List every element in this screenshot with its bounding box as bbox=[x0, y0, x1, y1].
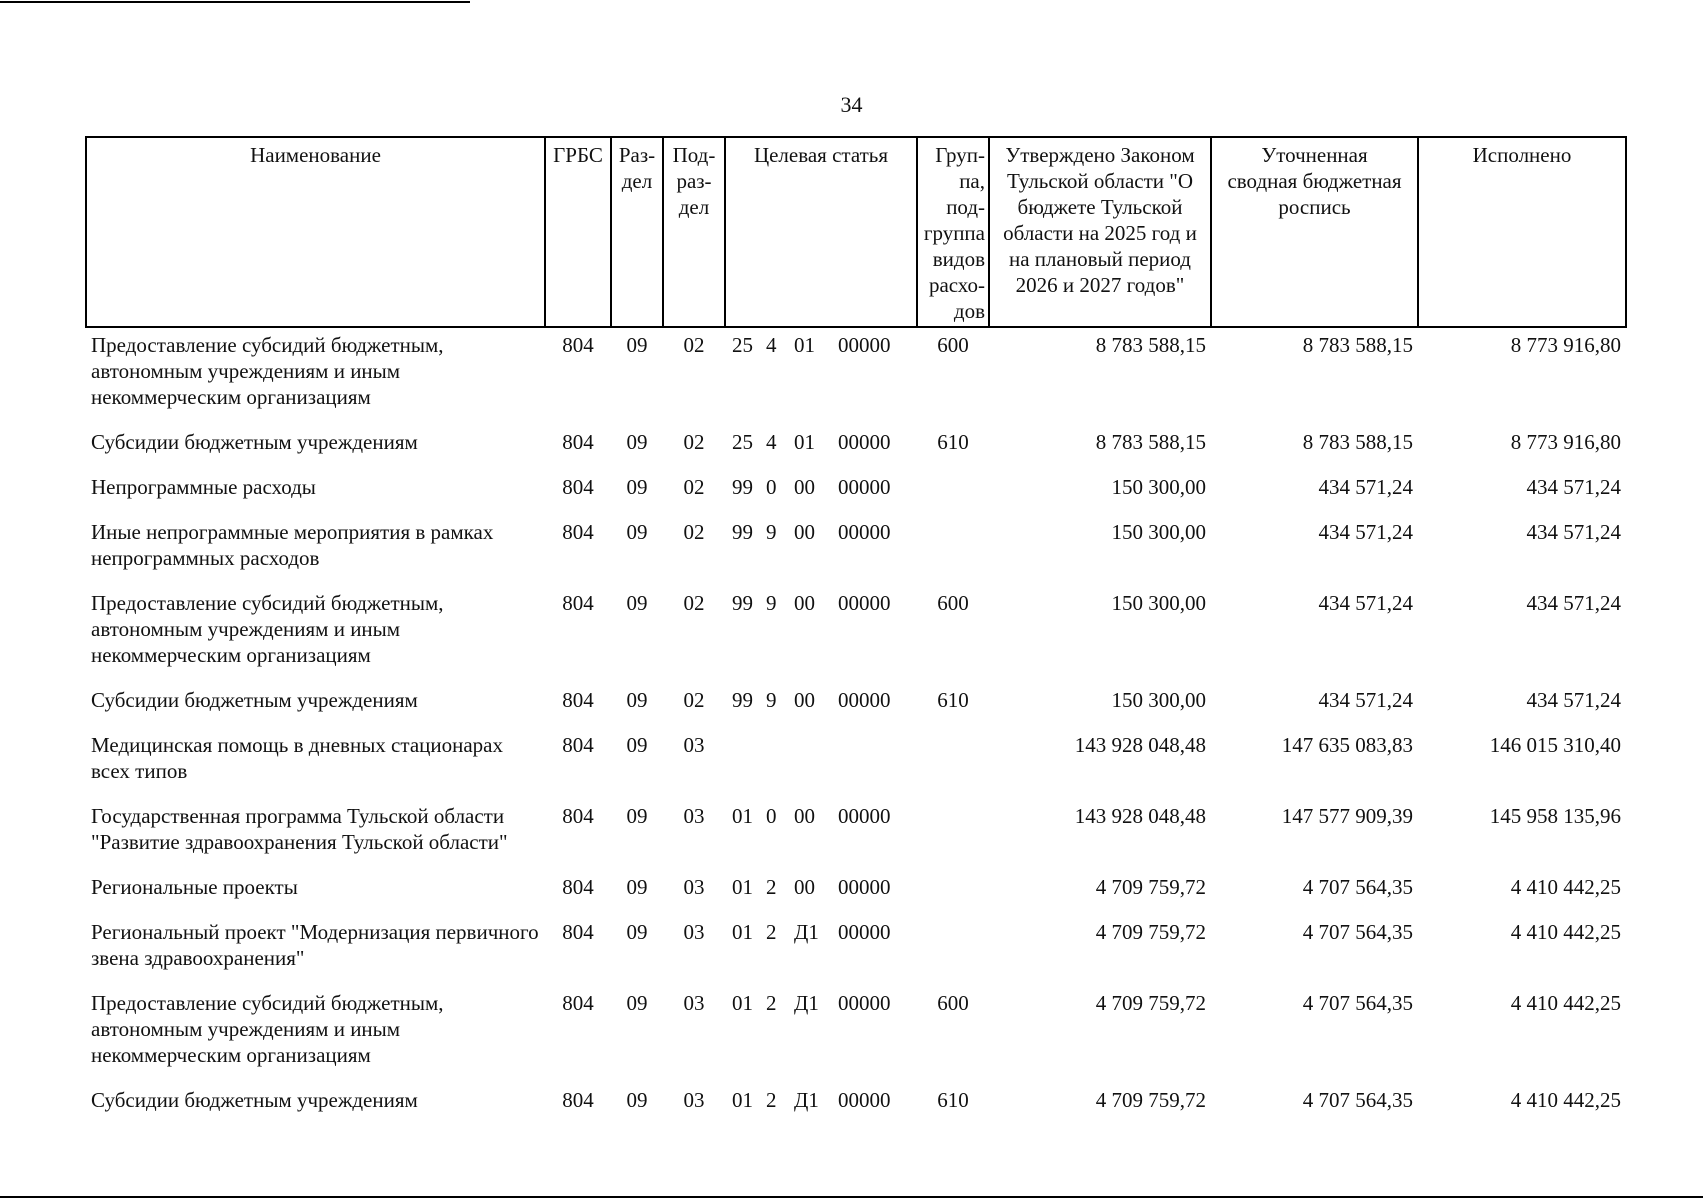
table-row bbox=[86, 516, 1626, 587]
target-segment-4: 00000 bbox=[838, 920, 891, 944]
row-executed: 146 015 310,40 bbox=[1489, 733, 1621, 757]
target-segment-2: 2 bbox=[766, 1088, 777, 1112]
target-segment-2: 2 bbox=[766, 991, 777, 1015]
row-approved: 4 709 759,72 bbox=[1095, 991, 1206, 1015]
target-segment-3: 00 bbox=[794, 591, 815, 615]
top-rule bbox=[0, 1, 470, 3]
row-target-article bbox=[725, 729, 917, 800]
target-segment-3: 00 bbox=[794, 520, 815, 544]
table-body bbox=[86, 327, 1626, 1129]
header-grbs: ГРБС bbox=[545, 137, 611, 327]
row-executed: 4 410 442,25 bbox=[1510, 920, 1621, 944]
row-approved: 150 300,00 bbox=[1111, 520, 1206, 544]
row-group: 610 bbox=[937, 688, 969, 712]
row-executed: 145 958 135,96 bbox=[1489, 804, 1621, 828]
row-target-article bbox=[725, 587, 917, 684]
target-segment-4: 00000 bbox=[838, 688, 891, 712]
row-refined: 4 707 564,35 bbox=[1302, 991, 1413, 1015]
target-segment-2: 0 bbox=[766, 475, 777, 499]
row-executed: 4 410 442,25 bbox=[1510, 991, 1621, 1015]
target-segment-1: 01 bbox=[732, 1088, 753, 1112]
table-row bbox=[86, 729, 1626, 800]
row-razdel: 09 bbox=[626, 430, 648, 454]
table-row bbox=[86, 871, 1626, 916]
row-target-article bbox=[725, 800, 917, 871]
header-name: Наименование bbox=[86, 137, 545, 327]
row-refined: 4 707 564,35 bbox=[1302, 920, 1413, 944]
row-grbs: 804 bbox=[562, 520, 594, 544]
row-refined: 4 707 564,35 bbox=[1302, 875, 1413, 899]
target-segment-2: 4 bbox=[766, 430, 777, 454]
table-row bbox=[86, 1084, 1626, 1129]
row-approved: 150 300,00 bbox=[1111, 475, 1206, 499]
table-row bbox=[86, 426, 1626, 471]
row-razdel: 09 bbox=[626, 333, 648, 357]
header-razdel: Раз- дел bbox=[611, 137, 663, 327]
target-segment-1: 25 bbox=[732, 333, 753, 357]
target-segment-1: 99 bbox=[732, 591, 753, 615]
target-segment-4: 00000 bbox=[838, 875, 891, 899]
table-row bbox=[86, 800, 1626, 871]
row-group bbox=[917, 871, 989, 916]
row-podrazdel: 03 bbox=[683, 920, 705, 944]
row-podrazdel: 03 bbox=[683, 875, 705, 899]
row-refined: 434 571,24 bbox=[1318, 475, 1413, 499]
row-target-article bbox=[725, 327, 917, 426]
row-grbs: 804 bbox=[562, 733, 594, 757]
row-name: Предоставление субсидий бюджетным, автономным учреждениям и иным некоммерческим организациям bbox=[91, 591, 444, 667]
target-segment-4: 00000 bbox=[838, 475, 891, 499]
row-grbs: 804 bbox=[562, 875, 594, 899]
row-refined: 147 635 083,83 bbox=[1281, 733, 1413, 757]
row-approved: 8 783 588,15 bbox=[1095, 430, 1206, 454]
row-grbs: 804 bbox=[562, 1088, 594, 1112]
target-segment-3: 01 bbox=[794, 430, 815, 454]
target-segment-3: Д1 bbox=[794, 991, 819, 1015]
target-segment-2: 9 bbox=[766, 591, 777, 615]
header-target: Целевая статья bbox=[725, 137, 917, 327]
row-refined: 4 707 564,35 bbox=[1302, 1088, 1413, 1112]
target-segment-3: 00 bbox=[794, 688, 815, 712]
row-grbs: 804 bbox=[562, 804, 594, 828]
row-refined: 8 783 588,15 bbox=[1302, 333, 1413, 357]
row-group: 600 bbox=[937, 333, 969, 357]
row-podrazdel: 02 bbox=[683, 591, 705, 615]
row-executed: 434 571,24 bbox=[1526, 688, 1621, 712]
target-segment-4: 00000 bbox=[838, 333, 891, 357]
row-razdel: 09 bbox=[626, 733, 648, 757]
row-target-article bbox=[725, 684, 917, 729]
row-target-article bbox=[725, 871, 917, 916]
row-razdel: 09 bbox=[626, 1088, 648, 1112]
row-group: 610 bbox=[937, 1088, 969, 1112]
target-segment-4: 00000 bbox=[838, 430, 891, 454]
row-podrazdel: 03 bbox=[683, 1088, 705, 1112]
header-executed: Исполнено bbox=[1418, 137, 1626, 327]
row-executed: 8 773 916,80 bbox=[1510, 430, 1621, 454]
table-row bbox=[86, 916, 1626, 987]
row-name: Региональные проекты bbox=[91, 875, 298, 899]
row-grbs: 804 bbox=[562, 333, 594, 357]
row-name: Региональный проект "Модернизация первичного звена здравоохранения" bbox=[91, 920, 539, 970]
row-razdel: 09 bbox=[626, 804, 648, 828]
row-podrazdel: 02 bbox=[683, 520, 705, 544]
row-group: 610 bbox=[937, 430, 969, 454]
row-name: Субсидии бюджетным учреждениям bbox=[91, 1088, 418, 1112]
row-name: Непрограммные расходы bbox=[91, 475, 316, 499]
row-name: Предоставление субсидий бюджетным, автономным учреждениям и иным некоммерческим организациям bbox=[91, 991, 444, 1067]
row-executed: 434 571,24 bbox=[1526, 520, 1621, 544]
row-podrazdel: 02 bbox=[683, 688, 705, 712]
row-refined: 434 571,24 bbox=[1318, 591, 1413, 615]
target-segment-1: 99 bbox=[732, 520, 753, 544]
row-target-article bbox=[725, 987, 917, 1084]
row-grbs: 804 bbox=[562, 920, 594, 944]
header-row bbox=[86, 137, 1626, 327]
target-segment-3: 01 bbox=[794, 333, 815, 357]
target-segment-3: Д1 bbox=[794, 1088, 819, 1112]
row-grbs: 804 bbox=[562, 991, 594, 1015]
row-group: 600 bbox=[937, 991, 969, 1015]
row-refined: 8 783 588,15 bbox=[1302, 430, 1413, 454]
row-group bbox=[917, 800, 989, 871]
row-razdel: 09 bbox=[626, 920, 648, 944]
target-segment-4: 00000 bbox=[838, 991, 891, 1015]
row-group bbox=[917, 916, 989, 987]
table-row bbox=[86, 587, 1626, 684]
header-podrazdel: Под- раз- дел bbox=[663, 137, 725, 327]
table-row bbox=[86, 327, 1626, 426]
table-row bbox=[86, 987, 1626, 1084]
row-razdel: 09 bbox=[626, 591, 648, 615]
row-group bbox=[917, 471, 989, 516]
target-segment-4: 00000 bbox=[838, 520, 891, 544]
target-segment-1: 25 bbox=[732, 430, 753, 454]
row-group bbox=[917, 516, 989, 587]
target-segment-2: 0 bbox=[766, 804, 777, 828]
row-grbs: 804 bbox=[562, 591, 594, 615]
row-podrazdel: 02 bbox=[683, 475, 705, 499]
target-segment-3: 00 bbox=[794, 804, 815, 828]
row-target-article bbox=[725, 426, 917, 471]
target-segment-3: 00 bbox=[794, 475, 815, 499]
row-podrazdel: 02 bbox=[683, 333, 705, 357]
budget-table bbox=[85, 136, 1627, 1129]
row-executed: 8 773 916,80 bbox=[1510, 333, 1621, 357]
target-segment-1: 99 bbox=[732, 475, 753, 499]
target-segment-3: Д1 bbox=[794, 920, 819, 944]
target-segment-3: 00 bbox=[794, 875, 815, 899]
row-name: Субсидии бюджетным учреждениям bbox=[91, 688, 418, 712]
table-row bbox=[86, 471, 1626, 516]
row-razdel: 09 bbox=[626, 475, 648, 499]
target-segment-2: 2 bbox=[766, 920, 777, 944]
row-group: 600 bbox=[937, 591, 969, 615]
header-group: Груп- па, под- группа видов расхо- дов bbox=[917, 137, 989, 327]
row-target-article bbox=[725, 516, 917, 587]
target-segment-1: 99 bbox=[732, 688, 753, 712]
row-razdel: 09 bbox=[626, 875, 648, 899]
target-segment-2: 4 bbox=[766, 333, 777, 357]
row-refined: 434 571,24 bbox=[1318, 688, 1413, 712]
row-grbs: 804 bbox=[562, 430, 594, 454]
row-name: Иные непрограммные мероприятия в рамках непрограммных расходов bbox=[91, 520, 494, 570]
row-executed: 4 410 442,25 bbox=[1510, 1088, 1621, 1112]
row-approved: 150 300,00 bbox=[1111, 688, 1206, 712]
row-refined: 434 571,24 bbox=[1318, 520, 1413, 544]
row-razdel: 09 bbox=[626, 991, 648, 1015]
target-segment-1: 01 bbox=[732, 804, 753, 828]
target-segment-2: 2 bbox=[766, 875, 777, 899]
target-segment-4: 00000 bbox=[838, 591, 891, 615]
row-approved: 143 928 048,48 bbox=[1074, 733, 1206, 757]
row-approved: 4 709 759,72 bbox=[1095, 1088, 1206, 1112]
row-podrazdel: 02 bbox=[683, 430, 705, 454]
row-podrazdel: 03 bbox=[683, 991, 705, 1015]
row-podrazdel: 03 bbox=[683, 733, 705, 757]
header-approved: Утверждено Законом Тульской области "О бюджете Тульской области на 2025 год и на плановый период 2026 и 2027 годов" bbox=[989, 137, 1211, 327]
row-podrazdel: 03 bbox=[683, 804, 705, 828]
row-refined: 147 577 909,39 bbox=[1281, 804, 1413, 828]
row-executed: 434 571,24 bbox=[1526, 591, 1621, 615]
row-name: Государственная программа Тульской области "Развитие здравоохранения Тульской области" bbox=[91, 804, 508, 854]
row-target-article bbox=[725, 1084, 917, 1129]
row-approved: 4 709 759,72 bbox=[1095, 920, 1206, 944]
target-segment-1: 01 bbox=[732, 875, 753, 899]
row-executed: 434 571,24 bbox=[1526, 475, 1621, 499]
row-name: Предоставление субсидий бюджетным, автономным учреждениям и иным некоммерческим организациям bbox=[91, 333, 444, 409]
row-grbs: 804 bbox=[562, 688, 594, 712]
header-refined: Уточненная сводная бюджетная роспись bbox=[1211, 137, 1418, 327]
table-row bbox=[86, 684, 1626, 729]
row-name: Медицинская помощь в дневных стационарах всех типов bbox=[91, 733, 503, 783]
row-name: Субсидии бюджетным учреждениям bbox=[91, 430, 418, 454]
row-razdel: 09 bbox=[626, 688, 648, 712]
row-razdel: 09 bbox=[626, 520, 648, 544]
target-segment-2: 9 bbox=[766, 520, 777, 544]
target-segment-4: 00000 bbox=[838, 804, 891, 828]
target-segment-1: 01 bbox=[732, 920, 753, 944]
row-target-article bbox=[725, 471, 917, 516]
page-number: 34 bbox=[840, 92, 863, 117]
row-approved: 143 928 048,48 bbox=[1074, 804, 1206, 828]
row-approved: 150 300,00 bbox=[1111, 591, 1206, 615]
row-group bbox=[917, 729, 989, 800]
target-segment-1: 01 bbox=[732, 991, 753, 1015]
target-segment-2: 9 bbox=[766, 688, 777, 712]
row-grbs: 804 bbox=[562, 475, 594, 499]
target-segment-4: 00000 bbox=[838, 1088, 891, 1112]
bottom-rule bbox=[0, 1196, 1703, 1198]
row-approved: 8 783 588,15 bbox=[1095, 333, 1206, 357]
row-executed: 4 410 442,25 bbox=[1510, 875, 1621, 899]
row-target-article bbox=[725, 916, 917, 987]
row-approved: 4 709 759,72 bbox=[1095, 875, 1206, 899]
